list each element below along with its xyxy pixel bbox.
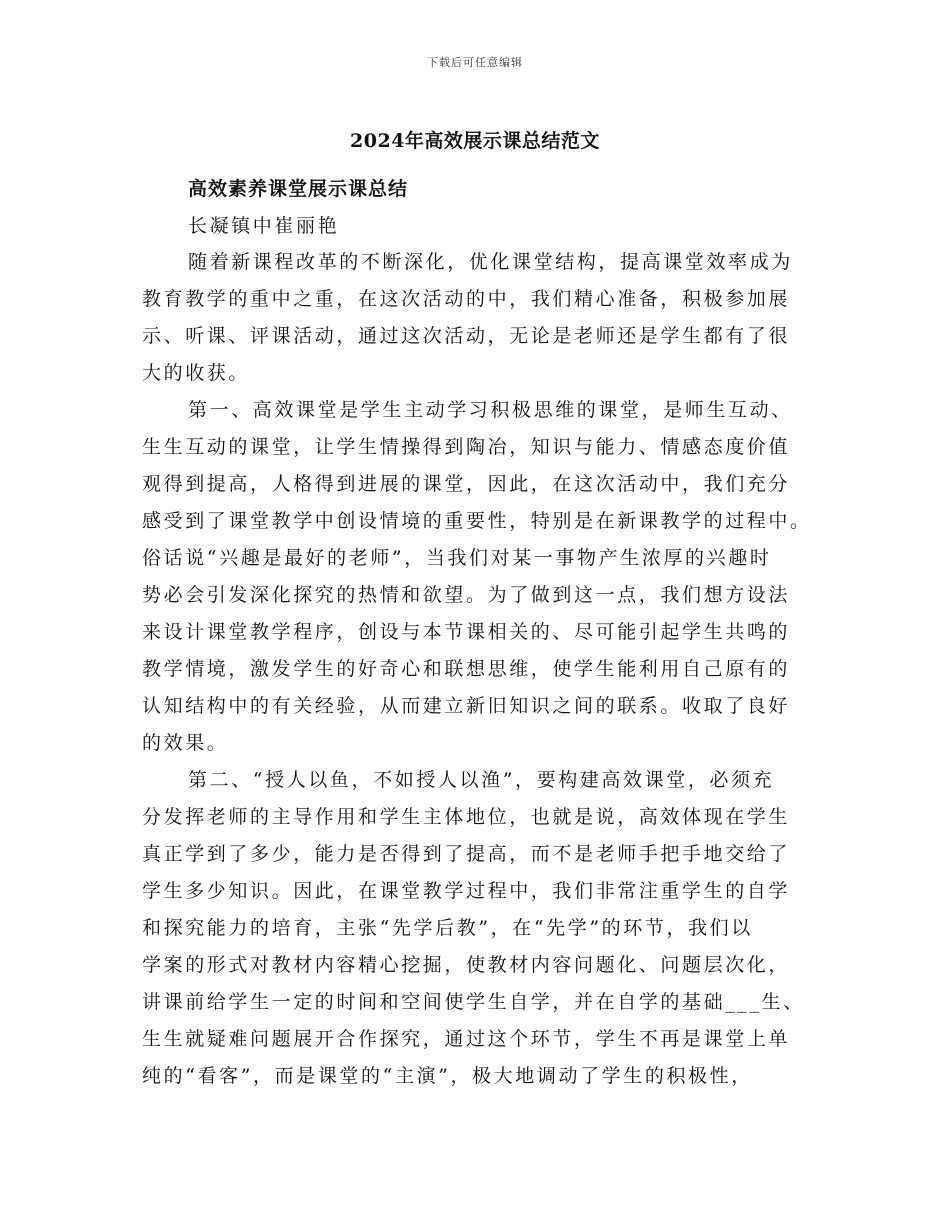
text-line: 第一、高效课堂是学生主动学习积极思维的课堂，是师生互动、	[188, 399, 793, 421]
page-header-note: 下载后可任意编辑	[427, 56, 523, 69]
text-line: 学案的形式对教材内容精心挖掘，使教材内容问题化、问题层次化，	[142, 954, 791, 976]
text-line: 大的收获。	[142, 362, 251, 384]
text-line: 观得到提高，人格得到进展的课堂，因此，在这次活动中，我们充分	[142, 473, 791, 495]
text-line: 感受到了课堂教学中创设情境的重要性，特别是在新课教学的过程中。	[142, 510, 812, 532]
text-line: 认知结构中的有关经验，从而建立新旧知识之间的联系。收取了良好	[142, 695, 791, 717]
text-line: 教学情境，激发学生的好奇心和联想思维，使学生能利用自己原有的	[142, 658, 791, 680]
text-line: 教育教学的重中之重，在这次活动的中，我们精心准备，积极参加展	[142, 288, 791, 310]
text-line: 和探究能力的培育，主张“先学后教”，在“先学”的环节，我们以	[142, 917, 753, 939]
text-line: 纯的“看客”，而是课堂的“主演”，极大地调动了学生的积极性，	[142, 1065, 753, 1087]
text-line: 生生互动的课堂，让学生情操得到陶冶，知识与能力、情感态度价值	[142, 436, 791, 458]
text-line: 学生多少知识。因此，在课堂教学过程中，我们非常注重学生的自学	[142, 880, 791, 902]
text-line: 俗话说“兴趣是最好的老师”，当我们对某一事物产生浓厚的兴趣时	[142, 547, 772, 569]
text-line: 随着新课程改革的不断深化，优化课堂结构，提高课堂效率成为	[188, 251, 793, 273]
text-line: 生生就疑难问题展开合作探究，通过这个环节，学生不再是课堂上单	[142, 1028, 791, 1050]
text-line: 势必会引发深化探究的热情和欲望。为了做到这一点，我们想方设法	[142, 584, 791, 606]
text-line: 来设计课堂教学程序，创设与本节课相关的、尽可能引起学生共鸣的	[142, 621, 791, 643]
section-title: 高效素养课堂展示课总结	[188, 178, 409, 200]
text-line: 讲课前给学生一定的时间和空间使学生自学，并在自学的基础___生、	[142, 991, 805, 1013]
document-title: 2024年高效展示课总结范文	[350, 130, 600, 152]
text-line: 第二、“授人以鱼，不如授人以渔”，要构建高效课堂，必须充	[188, 769, 775, 791]
text-line: 分发挥老师的主导作用和学生主体地位，也就是说，高效体现在学生	[142, 806, 791, 828]
text-line: 的效果。	[142, 732, 229, 754]
text-line: 示、听课、评课活动，通过这次活动，无论是老师还是学生都有了很	[142, 325, 791, 347]
author-line: 长凝镇中崔丽艳	[188, 215, 340, 237]
text-line: 真正学到了多少，能力是否得到了提高，而不是老师手把手地交给了	[142, 843, 791, 865]
